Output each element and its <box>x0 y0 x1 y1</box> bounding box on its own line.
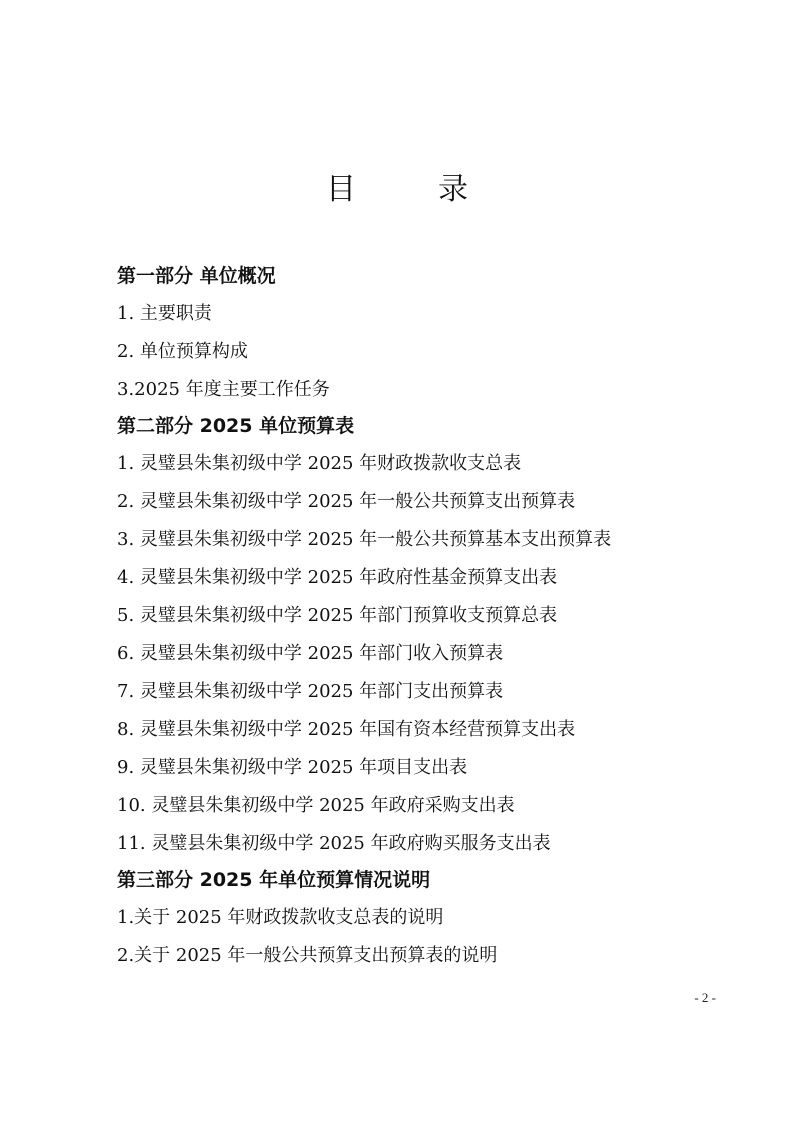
toc-item: 1. 主要职责 <box>117 303 212 324</box>
table-of-contents <box>117 259 757 975</box>
toc-section-part-two <box>117 409 757 863</box>
toc-item: 1.关于 2025 年财政拨款收支总表的说明 <box>117 907 444 928</box>
toc-title: 目 录 <box>326 172 494 207</box>
section-heading: 第一部分 单位概况 <box>117 265 276 287</box>
page-number: - 2 - <box>694 990 716 1005</box>
toc-item: 2. 灵璧县朱集初级中学 2025 年一般公共预算支出预算表 <box>117 491 576 512</box>
toc-item: 1. 灵璧县朱集初级中学 2025 年财政拨款收支总表 <box>117 453 522 474</box>
toc-item: 10. 灵璧县朱集初级中学 2025 年政府采购支出表 <box>117 795 515 816</box>
toc-item: 2.关于 2025 年一般公共预算支出预算表的说明 <box>117 945 498 966</box>
section-heading: 第二部分 2025 单位预算表 <box>117 415 355 437</box>
section-heading: 第三部分 2025 年单位预算情况说明 <box>117 869 431 891</box>
toc-item: 5. 灵璧县朱集初级中学 2025 年部门预算收支预算总表 <box>117 605 558 626</box>
toc-item: 9. 灵璧县朱集初级中学 2025 年项目支出表 <box>117 757 468 778</box>
toc-item: 3. 灵璧县朱集初级中学 2025 年一般公共预算基本支出预算表 <box>117 529 612 550</box>
toc-item: 3.2025 年度主要工作任务 <box>117 379 330 400</box>
toc-item: 2. 单位预算构成 <box>117 341 248 362</box>
toc-item: 8. 灵璧县朱集初级中学 2025 年国有资本经营预算支出表 <box>117 719 576 740</box>
toc-item: 7. 灵璧县朱集初级中学 2025 年部门支出预算表 <box>117 681 504 702</box>
toc-item: 6. 灵璧县朱集初级中学 2025 年部门收入预算表 <box>117 643 504 664</box>
toc-item: 11. 灵璧县朱集初级中学 2025 年政府购买服务支出表 <box>117 833 551 854</box>
toc-section-part-three <box>117 863 757 975</box>
toc-section-part-one <box>117 259 757 409</box>
toc-item: 4. 灵璧县朱集初级中学 2025 年政府性基金预算支出表 <box>117 567 558 588</box>
